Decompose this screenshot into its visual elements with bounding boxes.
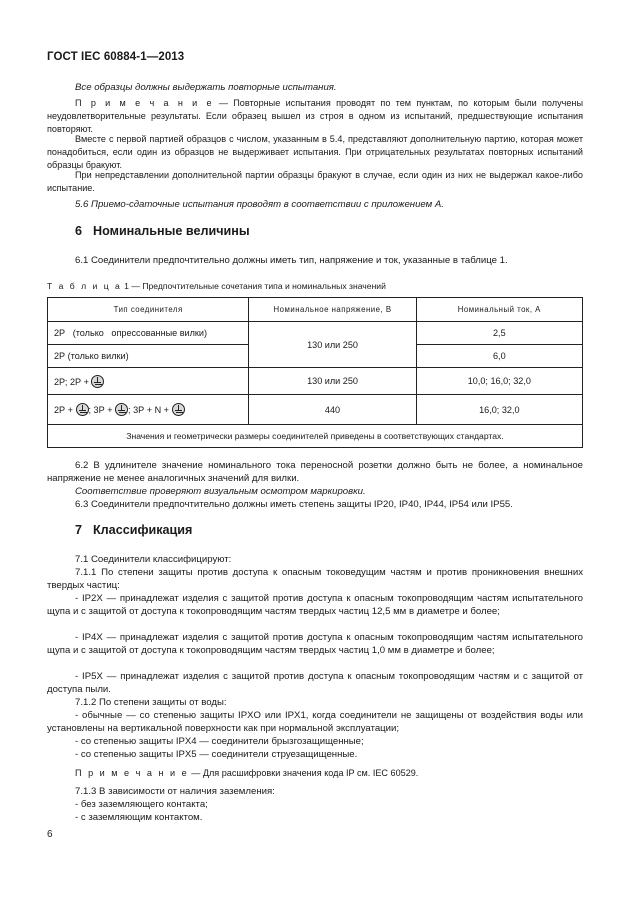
section-title: Номинальные величины — [93, 224, 250, 238]
clause-5-6: 5.6 Приемо-сдаточные испытания проводят в соответствии с приложением А. — [75, 199, 444, 210]
table-cell-voltage: 440 — [249, 395, 416, 425]
table-cell-current: 10,0; 16,0; 32,0 — [416, 368, 582, 395]
paragraph-reject: При непредставлении дополнительной партии образцы бракуют в случае, если один из них не выдержал какое-либо испытание. — [47, 170, 583, 194]
note-text: — Повторные испытания проводят по тем пунктам, по которым были получены неудовлетворительные результаты. Если образец вышел из строя в одном из испытаний, предшествующие испытания повторяют. — [47, 98, 583, 135]
note-label: П р и м е ч а н и е — [75, 98, 214, 108]
table-header-cell: Номинальное напряжение, В — [249, 298, 416, 322]
note-label: П р и м е ч а н и е — [75, 768, 189, 778]
item-ipx4: - со степенью защиты IPX4 — соединители брызгозащищенные; — [75, 736, 364, 747]
clause-7-1-1: 7.1.1 По степени защиты против доступа к опасным токоведущим частям и против проникновения внешних твердых частиц: — [47, 567, 583, 592]
table-cell-voltage: 130 или 250 — [249, 322, 416, 368]
note-text: — Для расшифровки значения кода IP см. IEC 60529. — [188, 768, 419, 778]
clause-6-3: 6.3 Соединители предпочтительно должны иметь степень защиты IP20, IP40, IP44, IP54 или IP55. — [75, 499, 513, 510]
page-number: 6 — [47, 829, 53, 840]
type-text: 2Р + — [54, 405, 73, 415]
table-cell-voltage: 130 или 250 — [249, 368, 416, 395]
item-no-earth: - без заземляющего контакта; — [75, 799, 208, 810]
clause-6-1: 6.1 Соединители предпочтительно должны иметь тип, напряжение и ток, указанные в таблице 1. — [75, 255, 508, 266]
clause-7-1-3: 7.1.3 В зависимости от наличия заземления: — [75, 786, 275, 797]
table-footnote-row — [48, 425, 583, 448]
earth-ground-icon — [172, 403, 185, 416]
table-cell-current: 2,5 — [416, 322, 582, 345]
type-text: ; 3Р + N + — [128, 405, 169, 415]
table-caption-label: Т а б л и ц а — [47, 281, 122, 291]
italic-statement: Все образцы должны выдержать повторные испытания. — [75, 82, 337, 93]
table-header-cell: Номинальный ток, А — [416, 298, 582, 322]
earth-ground-icon — [115, 403, 128, 416]
section-6-heading — [75, 224, 250, 238]
item-ip5x: - IP5X — принадлежат изделия с защитой против доступа к опасным токопроводящим частям и с защитой от доступа пыли. — [47, 671, 583, 696]
table-header-row — [48, 298, 583, 322]
table-1 — [47, 297, 583, 448]
table-row — [48, 395, 583, 425]
section-title: Классификация — [93, 523, 193, 537]
table-row — [48, 322, 583, 345]
table-caption — [47, 281, 386, 291]
type-text: ; 3Р + — [88, 405, 113, 415]
section-7-heading — [75, 523, 192, 537]
earth-ground-icon — [76, 403, 89, 416]
table-header-cell: Тип соединителя — [48, 298, 249, 322]
table-cell-type — [48, 368, 249, 395]
table-cell-type: 2Р (только опрессованные вилки) — [48, 322, 249, 345]
clause-6-2: 6.2 В удлинителе значение номинального тока переносной розетки должно быть не более, а номинальное напряжение не менее аналогичных значений для вилки. — [47, 460, 583, 485]
table-footnote: Значения и геометрически размеры соединителей приведены в соответствующих стандартах. — [48, 425, 583, 448]
table-cell-current: 6,0 — [416, 345, 582, 368]
clause-7-1-2: 7.1.2 По степени защиты от воды: — [75, 697, 227, 708]
table-row — [48, 368, 583, 395]
table-cell-type — [48, 395, 249, 425]
table-cell-current: 16,0; 32,0 — [416, 395, 582, 425]
paragraph-extra-batch: Вместе с первой партией образцов с числом, указанным в 5.4, представляют дополнительную партию, которая может понадобиться, если один из образцов не выдерживает испытания. При отрицательных результатах повторных испытаний образцы бракуют. — [47, 134, 583, 171]
item-ordinary: - обычные — со степенью защиты IPXO или IPX1, когда соединители не защищены от воздействия воды или установлены на вертикальной поверхности как при нормальной эксплуатации; — [47, 710, 583, 735]
table-caption-text: 1 — Предпочтительные сочетания типа и номинальных значений — [121, 281, 386, 291]
item-ip2x: - IP2X — принадлежат изделия с защитой против доступа к опасным токопроводящим частям испытательного щупа и с защитой от доступа к токопроводящим частям твердых частиц 12,5 мм в диаметре и более; — [47, 593, 583, 618]
table-cell-type: 2Р (только вилки) — [48, 345, 249, 368]
item-with-earth: - с заземляющим контактом. — [75, 812, 203, 823]
item-ipx5: - со степенью защиты IPX5 — соединители струезащищенные. — [75, 749, 358, 760]
item-ip4x: - IP4X — принадлежат изделия с защитой против доступа к опасным токопроводящим частям испытательного щупа и с защитой от доступа к токопроводящим частям твердых частиц 1,0 мм в диаметре и более; — [47, 632, 583, 657]
section-number: 6 — [75, 224, 83, 238]
document-header: ГОСТ IEC 60884-1—2013 — [47, 51, 185, 63]
type-text: 2Р; 2Р + — [54, 376, 89, 387]
clause-7-1: 7.1 Соединители классифицируют: — [75, 554, 232, 565]
clause-6-2-check: Соответствие проверяют визуальным осмотром маркировки. — [75, 486, 366, 497]
note-ip-code — [47, 767, 583, 780]
note-paragraph — [47, 97, 583, 136]
section-number: 7 — [75, 523, 83, 537]
earth-ground-icon — [91, 375, 104, 388]
